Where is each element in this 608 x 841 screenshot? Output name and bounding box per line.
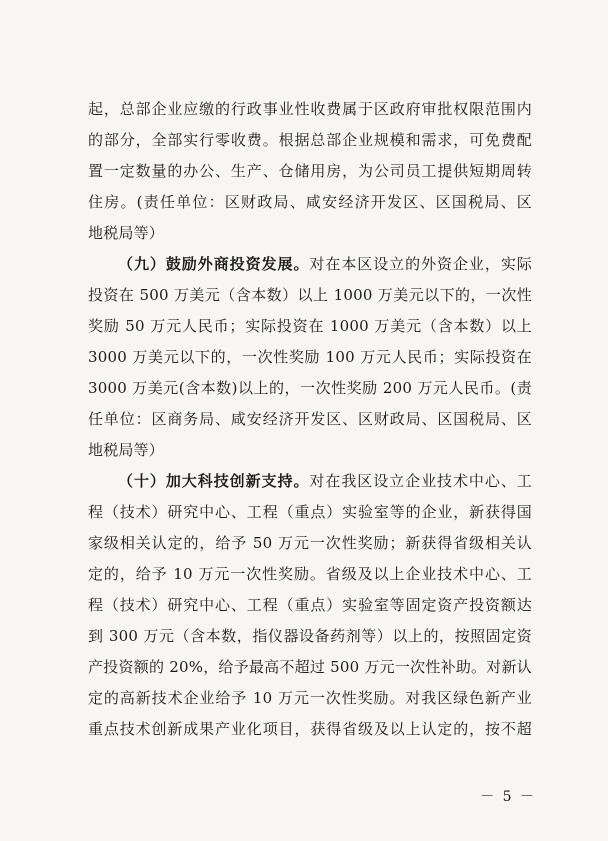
text-line: [88, 466, 532, 497]
text-line: 程（技术）研究中心、工程（重点）实验室等的企业，新获得国: [88, 503, 532, 521]
text-line: 任单位：区商务局、咸安经济开发区、区财政局、区国税局、区: [88, 410, 532, 428]
document-body: [88, 94, 532, 745]
text-line: 程（技术）研究中心、工程（重点）实验室等固定资产投资额达: [88, 596, 532, 614]
section-text: 对在本区设立的外资企业，实际: [309, 255, 532, 273]
text-line: 到 300 万元（含本数，指仪器设备药剂等）以上的，按照固定资: [88, 627, 532, 645]
text-line: 3000 万美元(含本数)以上的，一次性奖励 200 万元人民币。(责: [88, 379, 532, 397]
text-line: 家级相关认定的，给予 50 万元一次性奖励；新获得省级相关认: [88, 534, 532, 552]
page-number: － 5 －: [480, 789, 536, 805]
text-line: 奖励 50 万元人民币；实际投资在 1000 万美元（含本数）以上: [88, 317, 532, 335]
text-line: 3000 万美元以下的，一次性奖励 100 万元人民币；实际投资在: [88, 348, 532, 366]
text-line: 住房。(责任单位：区财政局、咸安经济开发区、区国税局、区: [88, 193, 532, 211]
section-text: 对在我区设立企业技术中心、工: [309, 472, 532, 490]
text-line: 地税局等）: [88, 224, 165, 242]
text-line: 投资在 500 万美元（含本数）以上 1000 万美元以下的，一次性: [88, 286, 532, 304]
text-line: 置一定数量的办公、生产、仓储用房，为公司员工提供短期周转: [88, 162, 532, 180]
section-heading: （九）鼓励外商投资发展。: [118, 255, 310, 273]
section-heading: （十）加大科技创新支持。: [118, 472, 310, 490]
text-line: 地税局等）: [88, 441, 165, 459]
paragraph-section-9: [88, 249, 532, 466]
paragraph-continuation: [88, 94, 532, 249]
text-line: [88, 249, 532, 280]
text-line: 的部分，全部实行零收费。根据总部企业规模和需求，可免费配: [88, 131, 532, 149]
paragraph-section-10: [88, 466, 532, 745]
text-line: 定的，给予 10 万元一次性奖励。省级及以上企业技术中心、工: [88, 565, 532, 583]
text-line: 定的高新技术企业给予 10 万元一次性奖励。对我区绿色新产业: [88, 689, 532, 707]
text-line: 起，总部企业应缴的行政事业性收费属于区政府审批权限范围内: [88, 100, 532, 118]
text-line: 产投资额的 20%，给予最高不超过 500 万元一次性补助。对新认: [88, 658, 532, 676]
text-line: 重点技术创新成果产业化项目，获得省级及以上认定的，按不超: [88, 720, 532, 738]
